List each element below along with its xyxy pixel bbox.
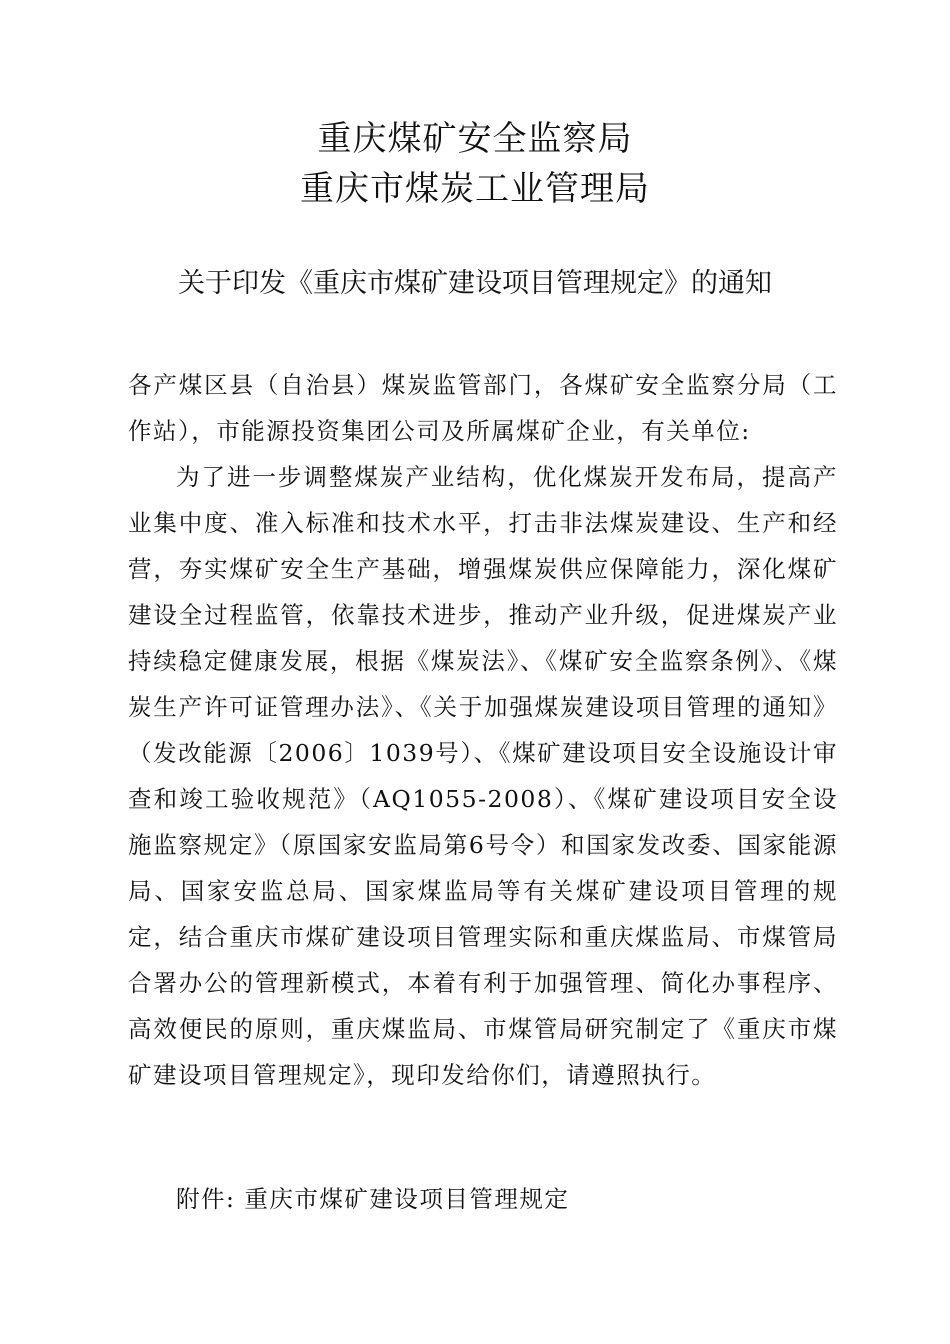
issuing-agency-1: 重庆煤矿安全监察局 xyxy=(317,119,633,159)
addressee-paragraph: 各产煤区县（自治县）煤炭监管部门，各煤矿安全监察分局（工作站），市能源投资集团公司及所属煤矿企业，有关单位: xyxy=(128,371,838,445)
attachment-line: 附件: 重庆市煤矿建设项目管理规定 xyxy=(176,1185,570,1213)
notice-title: 关于印发《重庆市煤矿建设项目管理规定》的通知 xyxy=(178,268,772,299)
notice-body xyxy=(128,362,838,1098)
issuing-agency-2: 重庆市煤炭工业管理局 xyxy=(300,169,650,209)
main-paragraph: 为了进一步调整煤炭产业结构，优化煤炭开发布局，提高产业集中度、准入标准和技术水平，打击非法煤炭建设、生产和经营，夯实煤矿安全生产基础，增强煤炭供应保障能力，深化煤矿建设全过程监管，依靠技术进步，推动产业升级，促进煤炭产业持续稳定健康发展，根据《煤炭法》、《煤矿安全监察条例》、《煤炭生产许可证管理办法》、《关于加强煤炭建设项目管理的通知》（发改能源〔2006〕1039号）、《煤矿建设项目安全设施设计审查和竣工验收规范》（AQ1055-2008）、《煤矿建设项目安全设施监察规定》（原国家安监局第6号令）和国家发改委、国家能源局、国家安监总局、国家煤监局等有关煤矿建设项目管理的规定，结合重庆市煤矿建设项目管理实际和重庆煤监局、市煤管局合署办公的管理新模式，本着有利于加强管理、简化办事程序、高效便民的原则，重庆煤监局、市煤管局研究制定了《重庆市煤矿建设项目管理规定》，现印发给你们，请遵照执行。 xyxy=(128,463,838,1089)
